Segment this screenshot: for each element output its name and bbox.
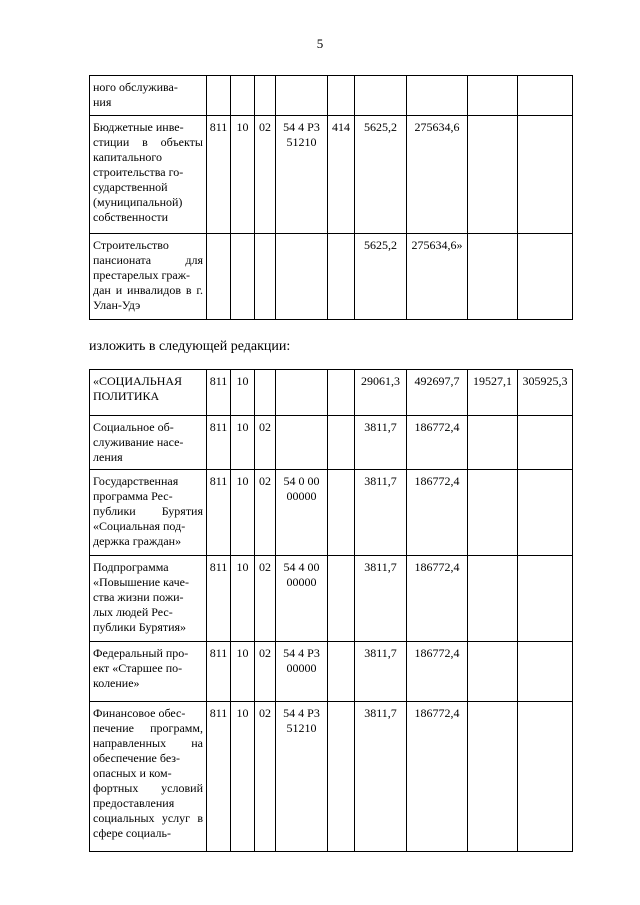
amount-1-cell: 5625,2 bbox=[355, 116, 407, 234]
table-row bbox=[90, 234, 573, 320]
expense-type-cell bbox=[328, 76, 355, 116]
subsection-code-cell: 02 bbox=[255, 470, 276, 556]
target-article-cell: 54 4 Р3 51210 bbox=[276, 702, 328, 852]
row-name-cell: Федеральный про- ект «Старшее по- коление» bbox=[90, 642, 207, 702]
row-name-cell: Финансовое обес- печение программ, направленных на обеспечение без- опасных и ком- фортных условий предоставления социальных услуг в сфере социаль- bbox=[90, 702, 207, 852]
section-code-cell: 10 bbox=[231, 116, 255, 234]
expense-type-cell bbox=[328, 702, 355, 852]
amount-3-cell bbox=[468, 556, 518, 642]
subsection-code-cell bbox=[255, 234, 276, 320]
amount-3-cell bbox=[468, 642, 518, 702]
amount-4-cell bbox=[518, 416, 573, 470]
ministry-code-cell: 811 bbox=[207, 556, 231, 642]
page-number: 5 bbox=[316, 36, 324, 51]
expense-type-cell bbox=[328, 416, 355, 470]
table-row bbox=[90, 116, 573, 234]
amount-1-cell: 3811,7 bbox=[355, 556, 407, 642]
row-name-cell: Строительство пансионата для престарелых граж- дан и инвалидов в г. Улан-Удэ bbox=[90, 234, 207, 320]
amount-3-cell: 19527,1 bbox=[468, 370, 518, 416]
table-row bbox=[90, 76, 573, 116]
section-code-cell: 10 bbox=[231, 642, 255, 702]
amount-4-cell bbox=[518, 234, 573, 320]
expense-type-cell: 414 bbox=[328, 116, 355, 234]
table-row bbox=[90, 642, 573, 702]
amount-2-cell: 186772,4 bbox=[407, 556, 468, 642]
subsection-code-cell: 02 bbox=[255, 416, 276, 470]
row-name-cell: ного обслужива- ния bbox=[90, 76, 207, 116]
table-row bbox=[90, 416, 573, 470]
ministry-code-cell bbox=[207, 76, 231, 116]
expense-type-cell bbox=[328, 234, 355, 320]
amount-1-cell: 3811,7 bbox=[355, 416, 407, 470]
section-code-cell: 10 bbox=[231, 470, 255, 556]
expense-type-cell bbox=[328, 642, 355, 702]
subsection-code-cell bbox=[255, 370, 276, 416]
expense-type-cell bbox=[328, 370, 355, 416]
subsection-code-cell: 02 bbox=[255, 116, 276, 234]
target-article-cell: 54 4 Р3 00000 bbox=[276, 642, 328, 702]
expense-type-cell bbox=[328, 470, 355, 556]
amount-3-cell bbox=[468, 470, 518, 556]
ministry-code-cell: 811 bbox=[207, 470, 231, 556]
target-article-cell bbox=[276, 76, 328, 116]
amount-2-cell: 186772,4 bbox=[407, 642, 468, 702]
table-row bbox=[90, 370, 573, 416]
amount-1-cell: 29061,3 bbox=[355, 370, 407, 416]
ministry-code-cell: 811 bbox=[207, 702, 231, 852]
target-article-cell: 54 4 Р3 51210 bbox=[276, 116, 328, 234]
amount-3-cell bbox=[468, 76, 518, 116]
section-code-cell bbox=[231, 76, 255, 116]
target-article-cell bbox=[276, 234, 328, 320]
amount-4-cell bbox=[518, 702, 573, 852]
amount-1-cell bbox=[355, 76, 407, 116]
amount-4-cell bbox=[518, 470, 573, 556]
subsection-code-cell: 02 bbox=[255, 642, 276, 702]
row-name-cell: Бюджетные инве- стиции в объекты капитального строительства го- сударственной (муниципальной) собственности bbox=[90, 116, 207, 234]
amount-2-cell: 186772,4 bbox=[407, 702, 468, 852]
amount-4-cell bbox=[518, 556, 573, 642]
ministry-code-cell: 811 bbox=[207, 370, 231, 416]
amount-2-cell: 275634,6 bbox=[407, 116, 468, 234]
row-name-cell: Социальное об- служивание насе- ления bbox=[90, 416, 207, 470]
row-name-cell: Подпрограмма «Повышение каче- ства жизни пожи- лых людей Рес- публики Бурятия» bbox=[90, 556, 207, 642]
amount-3-cell bbox=[468, 116, 518, 234]
ministry-code-cell: 811 bbox=[207, 116, 231, 234]
target-article-cell: 54 4 00 00000 bbox=[276, 556, 328, 642]
amount-1-cell: 3811,7 bbox=[355, 470, 407, 556]
intro-text: изложить в следующей редакции: bbox=[89, 339, 291, 354]
amount-1-cell: 5625,2 bbox=[355, 234, 407, 320]
amount-4-cell bbox=[518, 116, 573, 234]
amount-3-cell bbox=[468, 234, 518, 320]
amount-2-cell: 275634,6» bbox=[407, 234, 468, 320]
amount-2-cell: 492697,7 bbox=[407, 370, 468, 416]
amount-3-cell bbox=[468, 416, 518, 470]
amount-4-cell bbox=[518, 76, 573, 116]
subsection-code-cell: 02 bbox=[255, 556, 276, 642]
table-row bbox=[90, 470, 573, 556]
section-code-cell bbox=[231, 234, 255, 320]
amount-2-cell bbox=[407, 76, 468, 116]
row-name-cell: «СОЦИАЛЬНАЯ ПОЛИТИКА bbox=[90, 370, 207, 416]
amount-4-cell bbox=[518, 642, 573, 702]
target-article-cell bbox=[276, 370, 328, 416]
subsection-code-cell bbox=[255, 76, 276, 116]
amount-1-cell: 3811,7 bbox=[355, 642, 407, 702]
table-row bbox=[90, 702, 573, 852]
ministry-code-cell: 811 bbox=[207, 642, 231, 702]
amount-2-cell: 186772,4 bbox=[407, 470, 468, 556]
amount-3-cell bbox=[468, 702, 518, 852]
target-article-cell bbox=[276, 416, 328, 470]
row-name-cell: Государственная программа Рес- публики Бурятия «Социальная под- держка граждан» bbox=[90, 470, 207, 556]
section-code-cell: 10 bbox=[231, 416, 255, 470]
section-code-cell: 10 bbox=[231, 370, 255, 416]
amount-1-cell: 3811,7 bbox=[355, 702, 407, 852]
ministry-code-cell bbox=[207, 234, 231, 320]
amount-4-cell: 305925,3 bbox=[518, 370, 573, 416]
section-code-cell: 10 bbox=[231, 702, 255, 852]
amount-2-cell: 186772,4 bbox=[407, 416, 468, 470]
budget-table-continuation bbox=[89, 75, 573, 320]
budget-table-new-edition bbox=[89, 369, 573, 852]
table-row bbox=[90, 556, 573, 642]
section-code-cell: 10 bbox=[231, 556, 255, 642]
ministry-code-cell: 811 bbox=[207, 416, 231, 470]
target-article-cell: 54 0 00 00000 bbox=[276, 470, 328, 556]
subsection-code-cell: 02 bbox=[255, 702, 276, 852]
expense-type-cell bbox=[328, 556, 355, 642]
